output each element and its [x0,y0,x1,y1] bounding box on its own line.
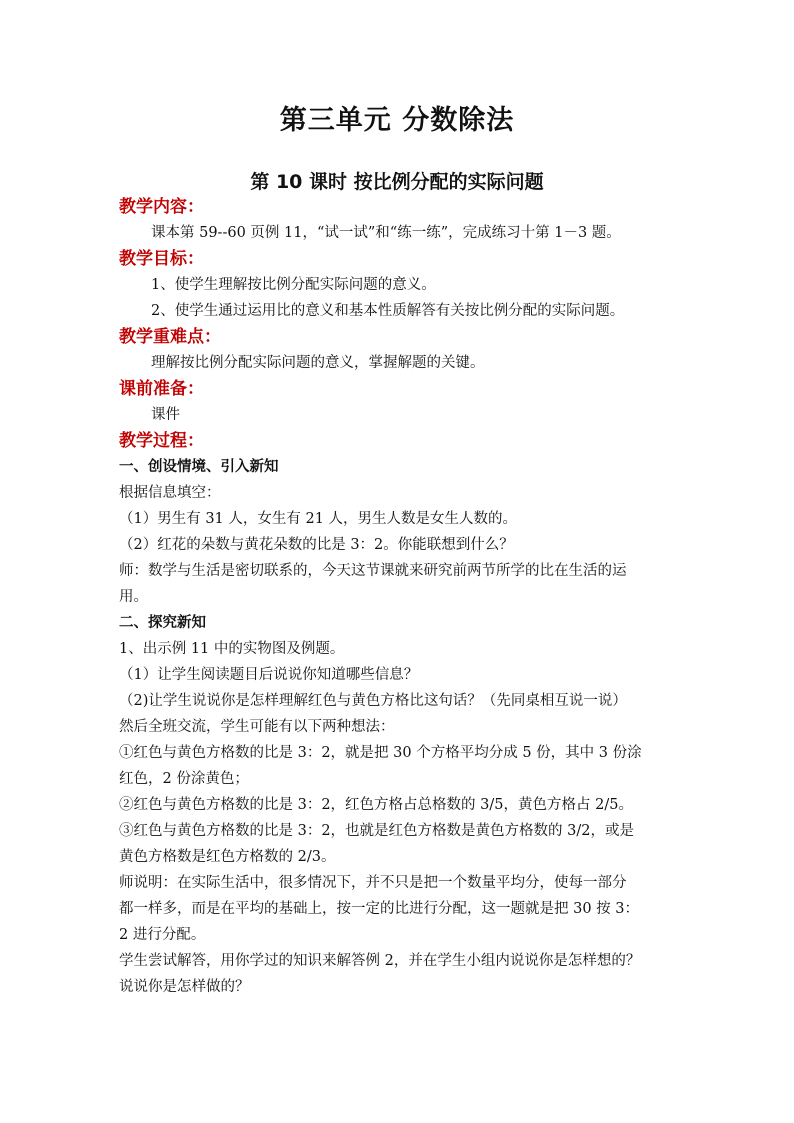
teacher-explain-line-2: 都一样多，而是在平均的基础上，按一定的比进行分配，这一题就是把 30 按 3： [119,901,640,917]
question-1: （1）男生有 31 人，女生有 21 人，男生人数是女生人数的。 [119,511,518,527]
idea-1-line-1: ①红色与黄色方格数的比是 3：2，就是把 30 个方格平均分成 5 份，其中 3 份涂 [119,745,642,761]
idea-2: ②红色与黄色方格数的比是 3：2，红色方格占总格数的 3/5，黄色方格占 2/5。 [119,797,633,813]
teacher-explain-line-3: 2 进行分配。 [119,927,206,943]
lesson-content [119,194,679,1000]
show-example: 1、出示例 11 中的实物图及例题。 [119,641,345,657]
exchange-text: 然后全班交流，学生可能有以下两种想法： [119,719,395,735]
content-text: 课本第 59--60 页例 11，“试一试”和“练一练”，完成练习十第 1－3 题。 [151,225,621,241]
idea-3-line-1: ③红色与黄色方格数的比是 3：2，也就是红色方格数是黄色方格数的 3/2，或是 [119,823,635,839]
student-try-line-1: 学生尝试解答，用你学过的知识来解答例 2，并在学生小组内说说你是怎样想的？ [119,953,641,969]
idea-1-line-2: 红色，2 份涂黄色； [119,771,249,787]
fill-intro: 根据信息填空： [119,485,221,501]
teacher-intro-line-1: 师：数学与生活是密切联系的，今天这节课就来研究前两节所学的比在生活的运 [119,563,627,579]
goal-1: 1、使学生理解按比例分配实际问题的意义。 [151,277,436,293]
goal-2: 2、使学生通过运用比的意义和基本性质解答有关按比例分配的实际问题。 [151,303,625,319]
teacher-intro-line-2: 用。 [119,589,148,605]
part2-heading: 二、探究新知 [119,615,206,631]
key-points-text: 理解按比例分配实际问题的意义，掌握解题的关键。 [151,355,485,371]
step-1: （1）让学生阅读题目后说说你知道哪些信息？ [119,667,419,683]
lesson-subtitle: 第 10 课时 按比例分配的实际问题 [250,171,544,193]
content-heading: 教学内容： [119,197,204,217]
teacher-explain-line-1: 师说明：在实际生活中，很多情况下，并不只是把一个数量平均分，使每一部分 [119,875,627,891]
preparation-heading: 课前准备： [119,379,204,399]
preparation-text: 课件 [151,407,180,423]
student-try-line-2: 说说你是怎样做的？ [119,979,250,995]
question-2: （2）红花的朵数与黄花朵数的比是 3：2。你能联想到什么？ [119,537,514,553]
goals-heading: 教学目标： [119,249,204,269]
process-heading: 教学过程： [119,431,204,451]
idea-3-line-2: 黄色方格数是红色方格数的 2/3。 [119,849,336,865]
part1-heading: 一、创设情境、引入新知 [119,459,279,475]
unit-title: 第三单元 分数除法 [279,105,515,136]
key-points-heading: 教学重难点： [119,327,221,347]
step-2: （2)让学生说说你是怎样理解红色与黄色方格比这句话？（先同桌相互说一说） [119,693,627,709]
